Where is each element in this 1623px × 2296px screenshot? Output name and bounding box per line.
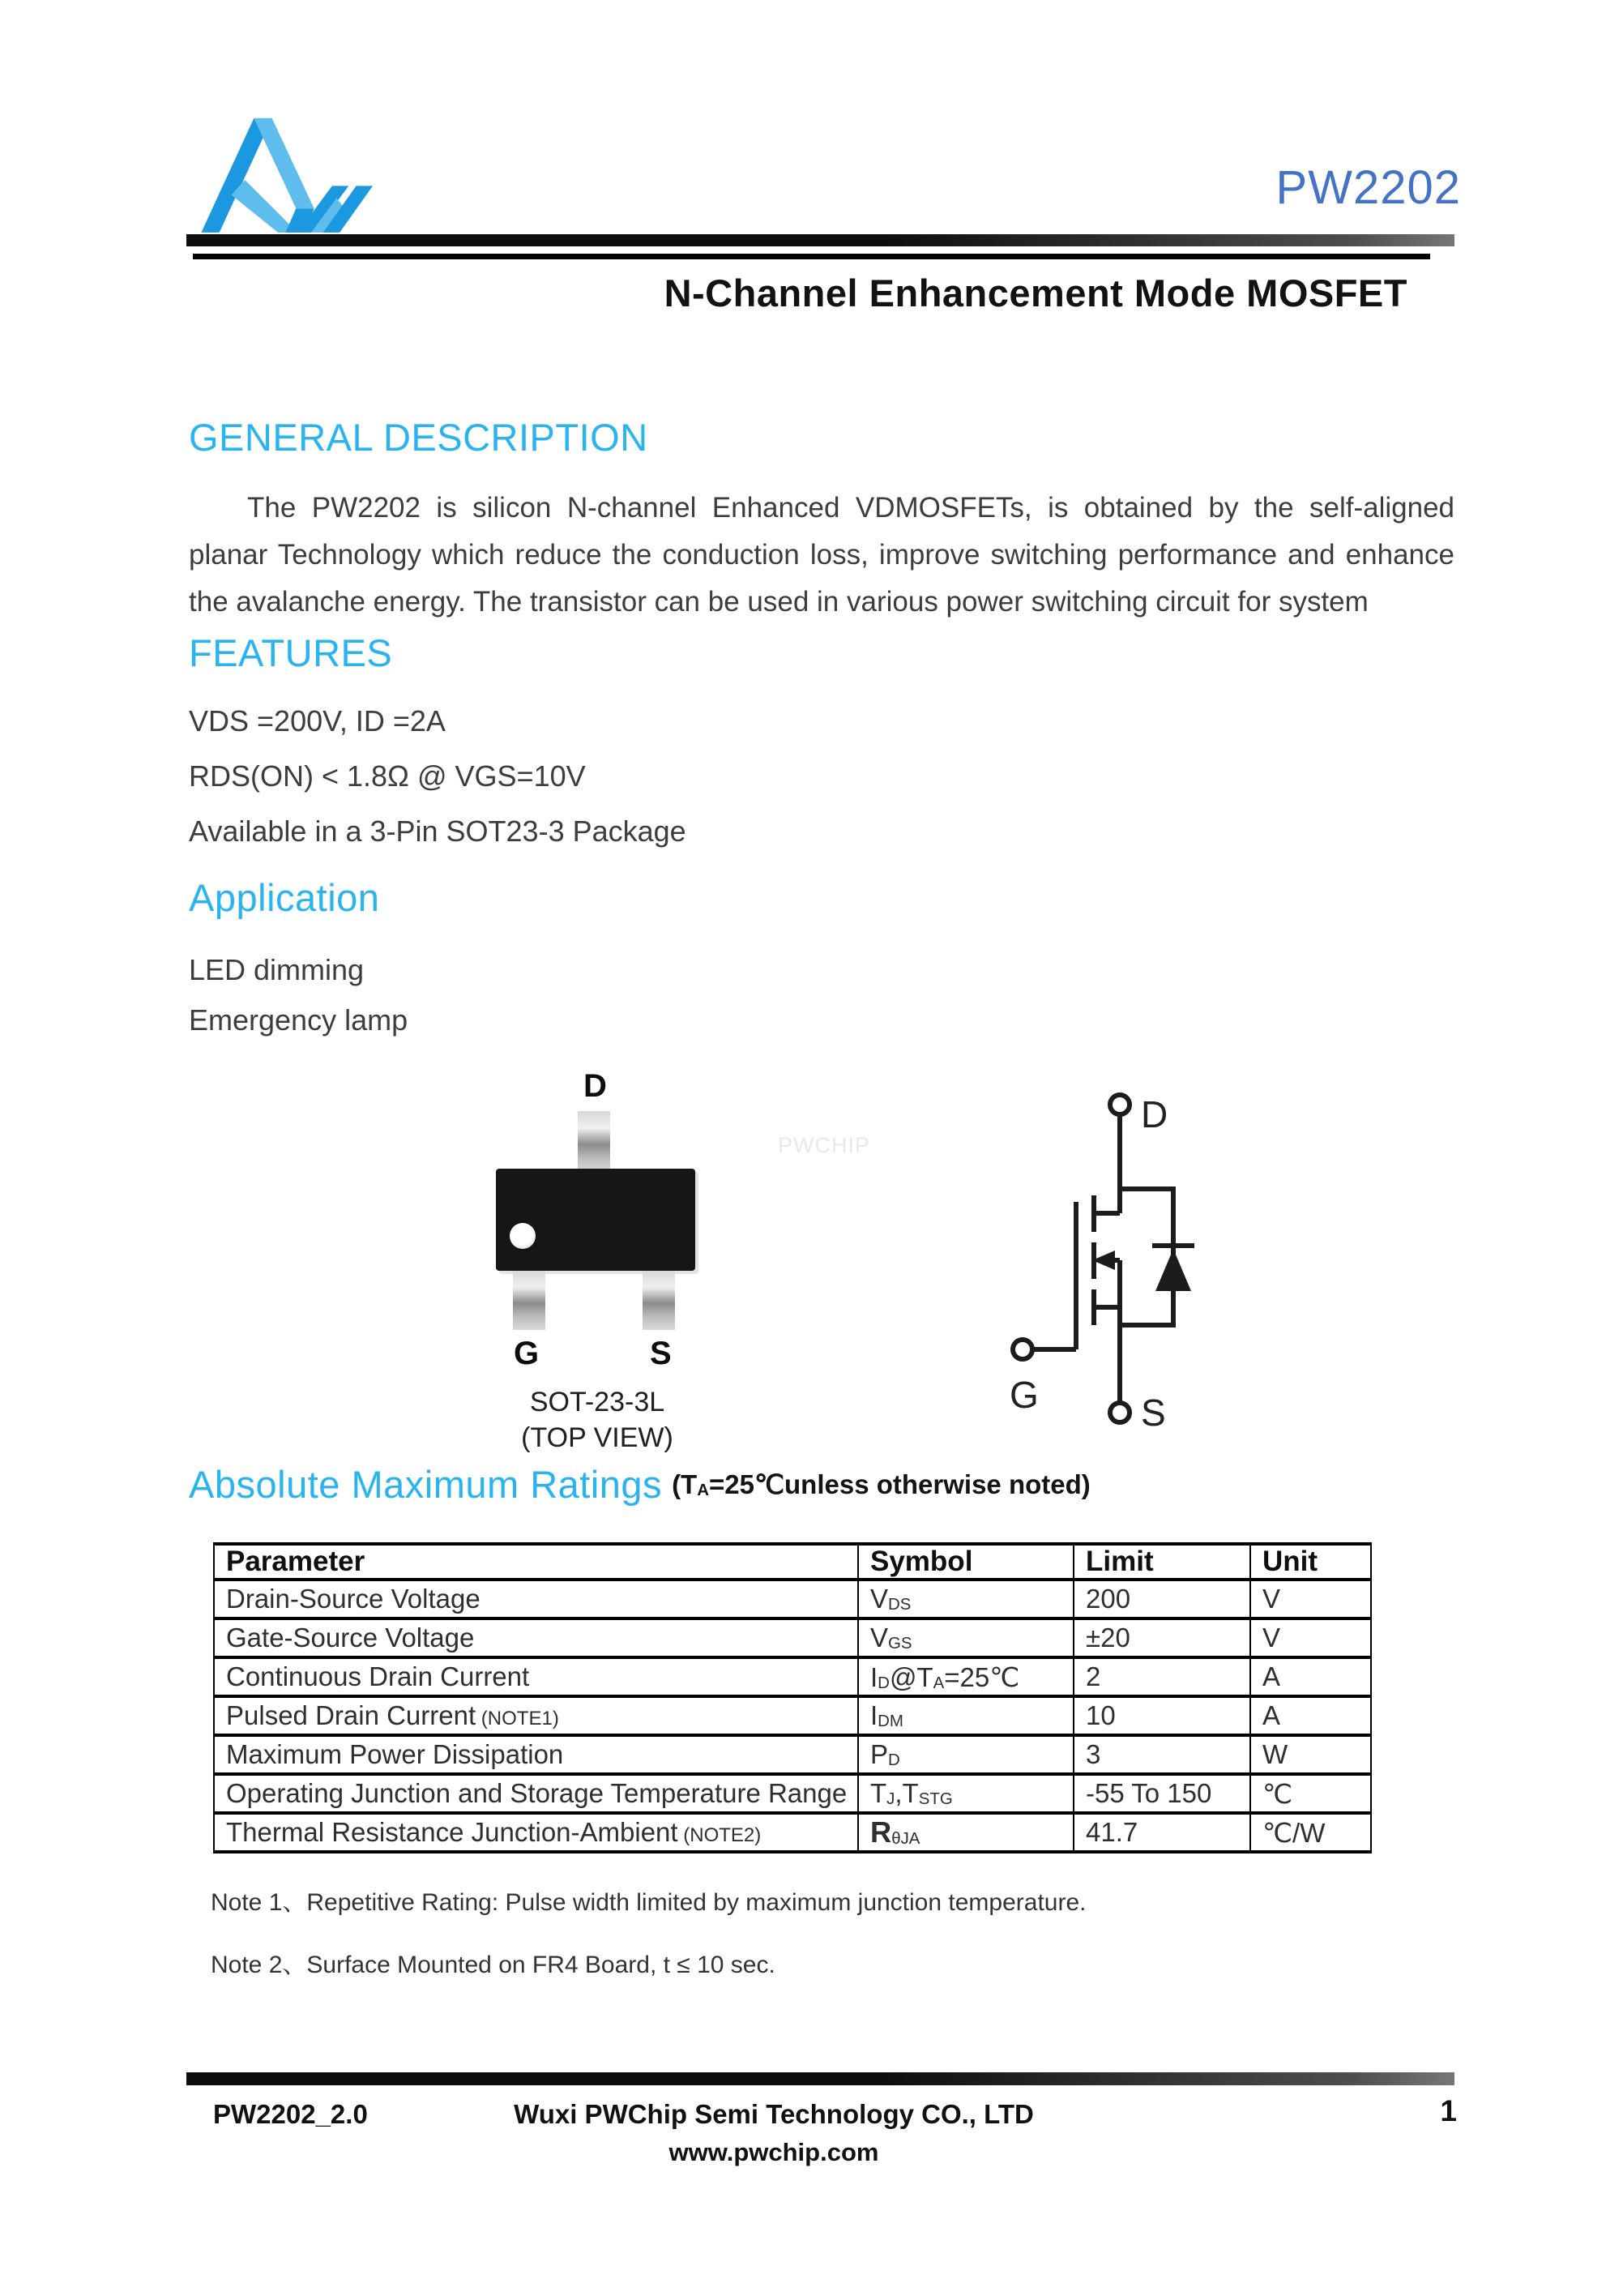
table-row bbox=[214, 1735, 1371, 1774]
symbol-segment: P bbox=[870, 1739, 889, 1769]
table-row bbox=[214, 1774, 1371, 1813]
heading-application: Application bbox=[189, 876, 380, 919]
list-item: Available in a 3-Pin SOT23-3 Package bbox=[189, 815, 686, 848]
symbol-segment: θJA bbox=[891, 1829, 920, 1849]
unit-cell: A bbox=[1250, 1696, 1371, 1735]
footer-doc-id: PW2202_2.0 bbox=[213, 2099, 368, 2129]
header-rule-thin bbox=[193, 254, 1430, 259]
symbol-segment: ,T bbox=[895, 1778, 919, 1808]
watermark: PWCHIP bbox=[778, 1133, 870, 1157]
limit-cell: 41.7 bbox=[1074, 1813, 1250, 1852]
parameter-cell: Gate-Source Voltage bbox=[214, 1618, 858, 1657]
list-item: RDS(ON) < 1.8Ω @ VGS=10V bbox=[189, 759, 586, 793]
parameter-note: (NOTE1) bbox=[476, 1708, 559, 1729]
symbol-segment: DS bbox=[888, 1595, 912, 1614]
page-title: N-Channel Enhancement Mode MOSFET bbox=[664, 272, 1407, 314]
list-item: Note 1、Repetitive Rating: Pulse width limited by maximum junction temperature. bbox=[211, 1889, 1087, 1916]
symbol-segment: D bbox=[888, 1751, 900, 1770]
abs-max-title: Absolute Maximum Ratings bbox=[189, 1463, 663, 1506]
table-header-row bbox=[214, 1544, 1371, 1580]
package-body bbox=[496, 1169, 695, 1271]
symbol-cell bbox=[858, 1618, 1074, 1657]
list-item: Emergency lamp bbox=[189, 1003, 408, 1037]
symbol-cell bbox=[858, 1657, 1074, 1696]
pin1-marker-dot bbox=[510, 1223, 536, 1249]
unit-cell: V bbox=[1250, 1618, 1371, 1657]
unit-cell: V bbox=[1250, 1580, 1371, 1618]
part-number: PW2202 bbox=[1275, 161, 1461, 214]
symbol-cell bbox=[858, 1580, 1074, 1618]
package-pin-gate bbox=[513, 1271, 545, 1330]
symbol-segment: GS bbox=[888, 1634, 912, 1653]
text-segment: A bbox=[697, 1481, 709, 1500]
table-row bbox=[214, 1696, 1371, 1735]
symbol-segment: R bbox=[870, 1815, 892, 1849]
footer-rule bbox=[186, 2072, 1454, 2085]
unit-cell: ℃/W bbox=[1250, 1813, 1371, 1852]
col-header-parameter: Parameter bbox=[214, 1544, 858, 1580]
symbol-segment: V bbox=[870, 1584, 889, 1614]
list-item: VDS =200V, ID =2A bbox=[189, 704, 446, 738]
header-rule-thick bbox=[186, 234, 1454, 246]
list-item: LED dimming bbox=[189, 953, 365, 986]
symbol-cell bbox=[858, 1774, 1074, 1813]
package-view: (TOP VIEW) bbox=[521, 1422, 673, 1453]
unit-cell: ℃ bbox=[1250, 1774, 1371, 1813]
pwchip-logo bbox=[185, 110, 373, 238]
application-list bbox=[189, 945, 408, 1045]
table-notes bbox=[211, 1882, 1086, 2007]
limit-cell: 200 bbox=[1074, 1580, 1250, 1618]
parameter-cell: Pulsed Drain Current (NOTE1) bbox=[214, 1696, 858, 1735]
heading-features: FEATURES bbox=[189, 631, 393, 674]
limit-cell: -55 To 150 bbox=[1074, 1774, 1250, 1813]
unit-cell: W bbox=[1250, 1735, 1371, 1774]
logo-stroke bbox=[254, 118, 314, 208]
schematic-label-drain: D bbox=[1141, 1093, 1168, 1135]
drain-terminal bbox=[1110, 1095, 1130, 1114]
symbol-segment: J bbox=[886, 1789, 895, 1809]
heading-general-description: GENERAL DESCRIPTION bbox=[189, 416, 648, 459]
list-item: Note 2、Surface Mounted on FR4 Board, t ≤ 10 sec. bbox=[211, 1952, 775, 1978]
parameter-cell: Operating Junction and Storage Temperature Range bbox=[214, 1774, 858, 1813]
symbol-segment: I bbox=[870, 1661, 878, 1692]
symbol-segment: T bbox=[870, 1778, 887, 1808]
parameter-cell: Thermal Resistance Junction-Ambient (NOTE2) bbox=[214, 1813, 858, 1852]
abs-max-table bbox=[213, 1542, 1372, 1853]
symbol-segment: V bbox=[870, 1623, 889, 1653]
symbol-cell bbox=[858, 1735, 1074, 1774]
col-header-unit: Unit bbox=[1250, 1544, 1371, 1580]
package-label-drain: D bbox=[583, 1068, 607, 1104]
col-header-symbol: Symbol bbox=[858, 1544, 1074, 1580]
features-list bbox=[189, 694, 686, 859]
heading-abs-max-ratings bbox=[189, 1462, 1091, 1507]
parameter-cell: Maximum Power Dissipation bbox=[214, 1735, 858, 1774]
limit-cell: ±20 bbox=[1074, 1618, 1250, 1657]
unit-cell: A bbox=[1250, 1657, 1371, 1696]
package-pin-drain bbox=[578, 1111, 610, 1172]
package-pin-source bbox=[643, 1271, 675, 1330]
general-description-text: The PW2202 is silicon N-channel Enhanced VDMOSFETs, is obtained by the self-aligned planar Technology which reduce the conduction loss, improve switching performance and enhance the avalanche energy. The transistor can be used in various power switching circuit for system bbox=[189, 492, 1454, 618]
body-diode-branch bbox=[1120, 1189, 1173, 1325]
package-name: SOT-23-3L bbox=[529, 1387, 665, 1417]
mosfet-schematic bbox=[997, 1082, 1248, 1439]
symbol-segment: I bbox=[870, 1700, 878, 1730]
col-header-limit: Limit bbox=[1074, 1544, 1250, 1580]
symbol-segment: A bbox=[933, 1673, 945, 1692]
symbol-segment: STG bbox=[918, 1789, 953, 1809]
symbol-segment: @T bbox=[889, 1661, 933, 1692]
package-label-source: S bbox=[650, 1336, 672, 1371]
footer-website: www.pwchip.com bbox=[668, 2138, 879, 2166]
text-segment: (T bbox=[672, 1469, 698, 1499]
limit-cell: 10 bbox=[1074, 1696, 1250, 1735]
symbol-cell bbox=[858, 1696, 1074, 1735]
limit-cell: 3 bbox=[1074, 1735, 1250, 1774]
table-row bbox=[214, 1580, 1371, 1618]
parameter-cell: Continuous Drain Current bbox=[214, 1657, 858, 1696]
parameter-cell: Drain-Source Voltage bbox=[214, 1580, 858, 1618]
table-row bbox=[214, 1618, 1371, 1657]
figure-area bbox=[186, 1045, 1450, 1451]
table-row bbox=[214, 1657, 1371, 1696]
symbol-segment: =25℃ bbox=[944, 1661, 1020, 1692]
footer-page-number: 1 bbox=[1440, 2094, 1457, 2127]
text-segment: =25℃unless otherwise noted) bbox=[708, 1469, 1091, 1499]
abs-max-table-body bbox=[214, 1580, 1371, 1852]
diode-triangle bbox=[1155, 1249, 1191, 1291]
package-caption bbox=[472, 1384, 723, 1456]
parameter-note: (NOTE2) bbox=[677, 1824, 762, 1846]
table-row bbox=[214, 1813, 1371, 1852]
abs-max-condition bbox=[672, 1469, 1091, 1499]
source-terminal bbox=[1110, 1403, 1130, 1422]
package-label-gate: G bbox=[514, 1336, 540, 1371]
symbol-segment: D bbox=[878, 1673, 890, 1692]
symbol-cell bbox=[858, 1813, 1074, 1852]
symbol-segment: DM bbox=[878, 1712, 903, 1731]
limit-cell: 2 bbox=[1074, 1657, 1250, 1696]
schematic-label-gate: G bbox=[1010, 1374, 1039, 1416]
footer-company: Wuxi PWChip Semi Technology CO., LTD bbox=[514, 2099, 1034, 2129]
schematic-label-source: S bbox=[1141, 1392, 1166, 1434]
gate-terminal bbox=[1013, 1340, 1032, 1359]
